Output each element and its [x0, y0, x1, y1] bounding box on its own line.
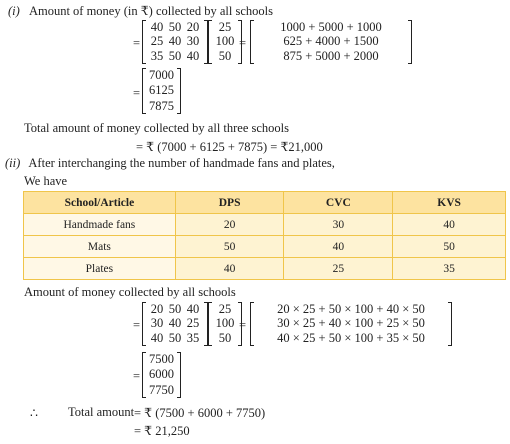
- part-ii-intro-text: After interchanging the number of handmade fans and plates,: [28, 156, 335, 170]
- table-header-row: [24, 192, 506, 214]
- equals-sign: =: [133, 36, 141, 50]
- table-row: [24, 214, 506, 236]
- part-i-result: 7000 6125 7875: [142, 68, 181, 114]
- table-cell: 40: [175, 258, 284, 280]
- table-cell: 50: [175, 236, 284, 258]
- part-ii-products: 20 × 25 + 50 × 100 + 40 × 50 30 × 25 + 40 × 100 + 25 × 50 40 × 25 + 50 × 100 + 35 × 50: [250, 302, 452, 346]
- equals-sign: =: [133, 86, 141, 100]
- part-ii-total-label: Total amount: [68, 405, 135, 419]
- table-cell: Mats: [24, 236, 176, 258]
- part-ii-vector-b: 25 100 50: [208, 302, 242, 346]
- equals-sign: =: [133, 318, 141, 332]
- table-cell: Plates: [24, 258, 176, 280]
- part-ii-amount-label: Amount of money collected by all schools: [24, 285, 236, 299]
- table-cell: 35: [393, 258, 506, 280]
- part-i-intro: [8, 3, 273, 19]
- table-header: DPS: [175, 192, 284, 214]
- part-i-marker: (i): [8, 4, 20, 18]
- table-header: KVS: [393, 192, 506, 214]
- part-ii-total-result: = ₹ 21,250: [134, 424, 190, 438]
- therefore-symbol: ∴: [30, 406, 38, 420]
- equals-sign: =: [239, 318, 247, 332]
- part-i-matrix-a: 40 50 20 25 40 30 35 50 40: [142, 20, 208, 64]
- table-cell: 25: [284, 258, 393, 280]
- part-i-vector-b: 25 100 50: [208, 20, 242, 64]
- we-have: We have: [24, 174, 68, 188]
- articles-table: [23, 191, 506, 280]
- table-cell: 50: [393, 236, 506, 258]
- part-ii-result: 7500 6000 7750: [142, 352, 181, 398]
- part-ii-total-expr: = ₹ (7500 + 6000 + 7750): [134, 406, 266, 420]
- part-i-intro-text: Amount of money (in ₹) collected by all schools: [28, 4, 273, 18]
- table-cell: 30: [284, 214, 393, 236]
- table-header: School/Article: [24, 192, 176, 214]
- part-i-total-label: Total amount of money collected by all three schools: [24, 121, 290, 135]
- table-cell: 20: [175, 214, 284, 236]
- table-cell: Handmade fans: [24, 214, 176, 236]
- part-ii-marker: (ii): [5, 156, 21, 170]
- table-cell: 40: [284, 236, 393, 258]
- part-ii-matrix-a: 20 50 40 30 40 25 40 50 35: [142, 302, 208, 346]
- equals-sign: =: [133, 369, 141, 383]
- part-i-total-expr: = ₹ (7000 + 6125 + 7875) = ₹21,000: [136, 140, 323, 154]
- part-i-products: 1000 + 5000 + 1000 625 + 4000 + 1500 875 + 5000 + 2000: [250, 20, 412, 64]
- table-cell: 40: [393, 214, 506, 236]
- table-row: [24, 236, 506, 258]
- table-header: CVC: [284, 192, 393, 214]
- table-row: [24, 258, 506, 280]
- part-ii-intro: [5, 156, 335, 171]
- equals-sign: =: [239, 36, 247, 50]
